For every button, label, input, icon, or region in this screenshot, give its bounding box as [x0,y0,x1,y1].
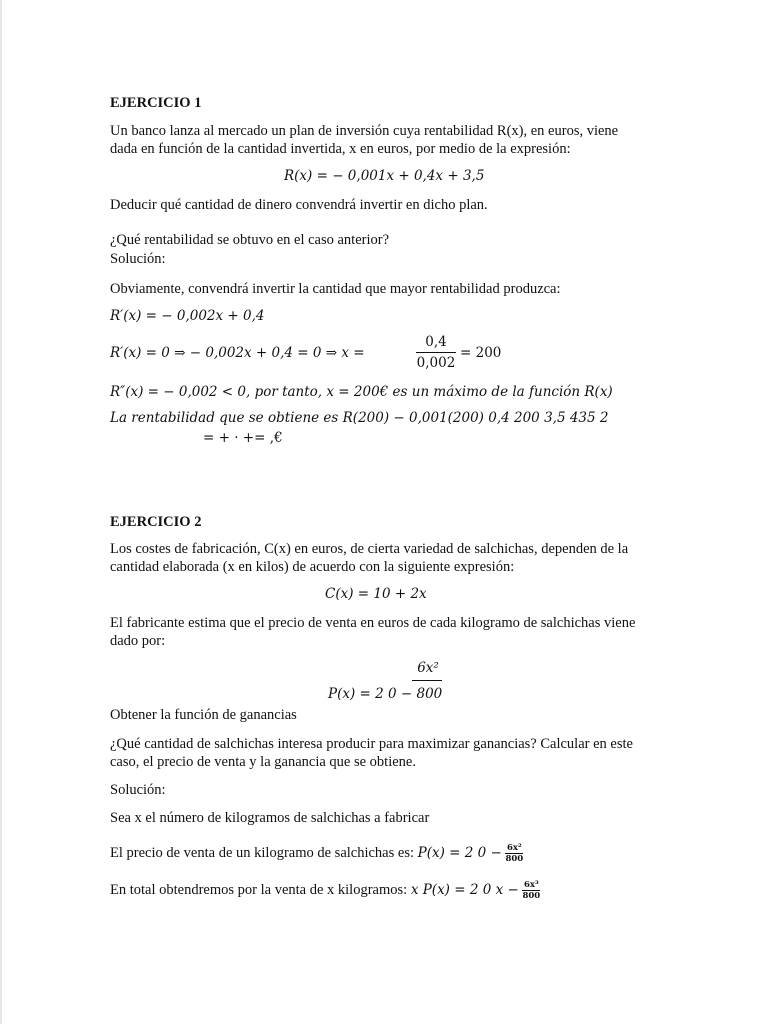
exercise-2-solution-fraction-3 [522,880,540,901]
exercise-1-question-1: Deducir qué cantidad de dinero convendrá invertir en dicho plan. [110,197,488,213]
exercise-2-price-formula: P(x) = 2 0 − 800 [328,686,443,702]
exercise-2-question-2-line-2: caso, el precio de venta y la ganancia que se obtiene. [110,754,416,770]
exercise-2-solution-line-3 [110,880,540,901]
exercise-2-solution-text-2: El precio de venta de un kilogramo de salchichas es: [110,844,414,861]
exercise-1-solution-label: Solución: [110,251,166,267]
exercise-1-result-line-2: = + · += ,€ [203,430,283,446]
exercise-2-solution-text-1: Sea x el número de kilogramos de salchichas a fabricar [110,810,430,826]
exercise-2-text-line-3: El fabricante estima que el precio de venta en euros de cada kilogramo de salchichas viene [110,615,636,631]
exercise-1-text-line-2: dada en función de la cantidad invertida, x en euros, por medio de la expresión: [110,141,571,157]
exercise-1-title: EJERCICIO 1 [110,95,202,111]
exercise-2-title: EJERCICIO 2 [110,514,202,530]
exercise-2-price-numerator: 6x² [417,660,439,676]
exercise-1-second-derivative: R″(x) = − 0,002 < 0, por tanto, x = 200€ es un máximo de la función R(x) [110,384,613,400]
exercise-2-solution-fraction-2 [505,843,523,864]
exercise-2-question-2-line-1: ¿Qué cantidad de salchichas interesa producir para maximizar ganancias? Calcular en este [110,736,633,752]
exercise-1-critical-point-left: R′(x) = 0 ⇒ − 0,002x + 0,4 = 0 ⇒ x = [110,345,365,361]
exercise-2-solution-text-3: En total obtendremos por la venta de x kilogramos: [110,881,408,898]
exercise-1-text-line-1: Un banco lanza al mercado un plan de inversión cuya rentabilidad R(x), en euros, viene [110,123,619,139]
fraction-numerator: 6x³ [523,880,539,890]
exercise-1-derivative: R′(x) = − 0,002x + 0,4 [110,308,265,324]
fraction-bar [412,680,442,681]
exercise-2-solution-math-3: x P(x) = 2 0 x − [410,881,519,898]
exercise-2-text-line-1: Los costes de fabricación, C(x) en euros, de cierta variedad de salchichas, dependen de la [110,541,629,557]
exercise-1-fraction [416,334,456,371]
exercise-1-formula: R(x) = − 0,001x + 0,4x + 3,5 [284,168,485,184]
fraction-denominator: 800 [505,854,524,864]
exercise-1-fraction-numerator: 0,4 [425,334,447,350]
page-edge [0,0,2,1024]
exercise-2-solution-math-2: P(x) = 2 0 − [417,844,502,861]
exercise-1-fraction-denominator: 0,002 [416,355,456,371]
exercise-1-critical-point-right: = 200 [460,345,502,361]
exercise-1-solution-text: Obviamente, convendrá invertir la cantidad que mayor rentabilidad produzca: [110,281,561,297]
exercise-2-cost-formula: C(x) = 10 + 2x [325,586,427,602]
fraction-denominator: 800 [522,891,541,901]
exercise-1-question-2: ¿Qué rentabilidad se obtuvo en el caso anterior? [110,232,390,248]
exercise-2-solution-label: Solución: [110,782,166,798]
exercise-1-result-line-1: La rentabilidad que se obtiene es R(200) − 0,001(200) 0,4 200 3,5 435 2 [110,410,609,426]
exercise-2-question-1: Obtener la función de ganancias [110,707,297,723]
exercise-2-text-line-2: cantidad elaborada (x en kilos) de acuerdo con la siguiente expresión: [110,559,515,575]
fraction-numerator: 6x² [506,843,522,853]
exercise-2-text-line-4: dado por: [110,633,166,649]
exercise-2-solution-line-2 [110,843,523,864]
fraction-bar [416,352,456,353]
